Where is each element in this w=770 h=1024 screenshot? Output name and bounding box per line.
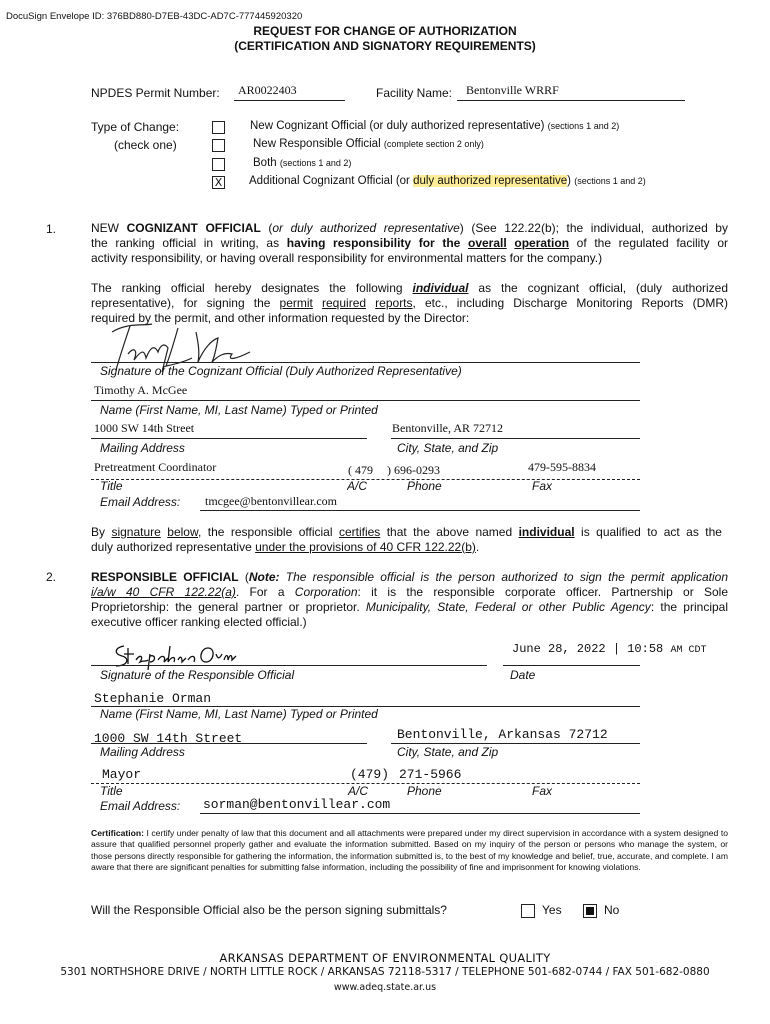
section-1-intro: NEW COGNIZANT OFFICIAL (or duly authorized representative) (See 122.22(b); the individual, authorized by the ranking official in writing, as having responsibility for the overall operation of the regulated facility or activity responsibility, or having overall responsibility for environmental matters for the company.)	[91, 221, 728, 265]
responsible-name-field[interactable]: Stephanie Orman	[94, 691, 212, 706]
envelope-id: DocuSign Envelope ID: 376BD880-D7EB-43DC-AD7C-777445920320	[6, 11, 303, 22]
responsible-email-field[interactable]: sorman@bentonvillear.com	[203, 797, 391, 812]
footer-department: ARKANSAS DEPARTMENT OF ENVIRONMENTAL QUALITY	[219, 951, 551, 965]
no-label: No	[604, 903, 620, 917]
yes-label: Yes	[542, 903, 562, 917]
cognizant-address-field[interactable]: 1000 SW 14th Street	[94, 421, 195, 435]
cognizant-name-field[interactable]: Timothy A. McGee	[94, 383, 188, 397]
responsible-signature-label: Signature of the Responsible Official	[100, 668, 295, 682]
change-option-2: New Responsible Official (complete section 2 only)	[253, 138, 484, 150]
section-1-number: 1.	[46, 222, 57, 236]
change-option-1: New Cognizant Official (or duly authorized representative) (sections 1 and 2)	[250, 120, 620, 132]
cognizant-area-code-field[interactable]: ( 479	[348, 463, 373, 477]
signed-date-field[interactable]: June 28, 2022 | 10:58 AM CDT	[512, 642, 707, 656]
cognizant-address-label: Mailing Address	[100, 441, 185, 455]
cognizant-email-field[interactable]: tmcgee@bentonvillear.com	[205, 494, 338, 508]
certification-statement: Certification: I certify under penalty of law that this document and all attachments were prepared under my direct supervision in accordance with a system designed to assure that qualified personnel properly gather and evaluate the information submitted. Based on my inquiry of the person or persons who manage the system, or those persons directly responsible for gathering the information, the information submitted is, to the best of my knowledge and belief, true, accurate, and complete. I am aware that there are significant penalties for submitting false information, including the possibility of fine and imprisonment for knowing violations.	[91, 828, 728, 873]
permit-number-label: NPDES Permit Number:	[91, 86, 220, 100]
check-one-label: (check one)	[114, 138, 177, 152]
facility-name-field[interactable]: Bentonville WRRF	[466, 83, 559, 97]
change-option-4: Additional Cognizant Official (or duly authorized representative) (sections 1 and 2)	[249, 175, 646, 187]
type-of-change-label: Type of Change:	[91, 120, 180, 134]
date-label: Date	[510, 668, 536, 682]
cognizant-phone-label: Phone	[407, 479, 442, 492]
cognizant-title-label: Title	[100, 479, 123, 492]
signing-submittals-question: Will the Responsible Official also be the person signing submittals?	[91, 903, 447, 917]
change-option-3: Both (sections 1 and 2)	[253, 157, 352, 169]
responsible-phone-label: Phone	[407, 784, 442, 798]
cognizant-city-label: City, State, and Zip	[397, 441, 499, 455]
cognizant-name-label: Name (First Name, MI, Last Name) Typed or Printed	[100, 403, 378, 417]
section-2-number: 2.	[46, 570, 57, 584]
change-checkbox-2[interactable]	[212, 139, 225, 152]
form-title: REQUEST FOR CHANGE OF AUTHORIZATION	[253, 24, 517, 38]
cognizant-title-field[interactable]: Pretreatment Coordinator	[94, 460, 217, 474]
footer-website: www.adeq.state.ar.us	[333, 982, 437, 993]
section-1-designation: The ranking official hereby designates the following individual as the cognizant official, (duly authorized representative), for signing the permit required reports, etc., including Discharge Monitoring Reports (DMR) required by the permit, and other information requested by the Director:	[91, 281, 728, 325]
cognizant-ac-label: A/C	[347, 479, 368, 492]
responsible-city-field[interactable]: Bentonville, Arkansas 72712	[397, 727, 608, 742]
cognizant-signature-label: Signature of the Cognizant Official (Duly Authorized Representative)	[100, 364, 462, 378]
change-checkbox-1[interactable]	[212, 121, 225, 134]
cognizant-phone-field[interactable]: ) 696-0293	[387, 463, 440, 477]
responsible-address-field[interactable]: 1000 SW 14th Street	[94, 731, 243, 746]
responsible-title-label: Title	[100, 784, 123, 798]
cognizant-fax-label: Fax	[532, 479, 553, 492]
permit-number-field[interactable]: AR0022403	[238, 83, 297, 97]
responsible-fax-label: Fax	[532, 784, 553, 798]
cognizant-fax-field[interactable]: 479-595-8834	[528, 460, 596, 474]
no-checkbox[interactable]	[583, 904, 597, 918]
change-checkbox-4[interactable]: X	[212, 176, 225, 189]
responsible-ac-label: A/C	[348, 784, 369, 798]
form-subtitle: (CERTIFICATION AND SIGNATORY REQUIREMENTS)	[234, 39, 536, 53]
yes-checkbox[interactable]	[521, 904, 535, 918]
responsible-city-label: City, State, and Zip	[397, 745, 499, 759]
facility-name-label: Facility Name:	[376, 86, 453, 100]
change-checkbox-3[interactable]	[212, 158, 225, 171]
responsible-name-label: Name (First Name, MI, Last Name) Typed or Printed	[100, 707, 378, 721]
designation-certification: By signature below, the responsible official certifies that the above named individual is qualified to act as the duly authorized representative under the provisions of 40 CFR 122.22(b).	[91, 525, 722, 554]
cognizant-city-field[interactable]: Bentonville, AR 72712	[392, 421, 503, 435]
responsible-phone-field[interactable]: 271-5966	[399, 767, 462, 782]
responsible-area-code-field[interactable]: (479)	[350, 767, 390, 782]
cognizant-email-label: Email Address:	[100, 495, 181, 509]
responsible-title-field[interactable]: Mayor	[102, 767, 142, 782]
footer-address: 5301 NORTHSHORE DRIVE / NORTH LITTLE ROCK / ARKANSAS 72118-5317 / TELEPHONE 501-682-0744 / FAX 501-682-0880	[60, 966, 710, 978]
section-2-intro: RESPONSIBLE OFFICIAL (Note: The responsible official is the person authorized to sign the permit application i/a/w 40 CFR 122.22(a). For a Corporation: it is the responsible corporate officer. Partnership or Sole Proprietorship: the general partner or proprietor. Municipality, State, Federal or other Public Agency: the principal executive officer ranking elected official.)	[91, 570, 728, 629]
responsible-email-label: Email Address:	[100, 799, 181, 813]
responsible-address-label: Mailing Address	[100, 745, 185, 759]
